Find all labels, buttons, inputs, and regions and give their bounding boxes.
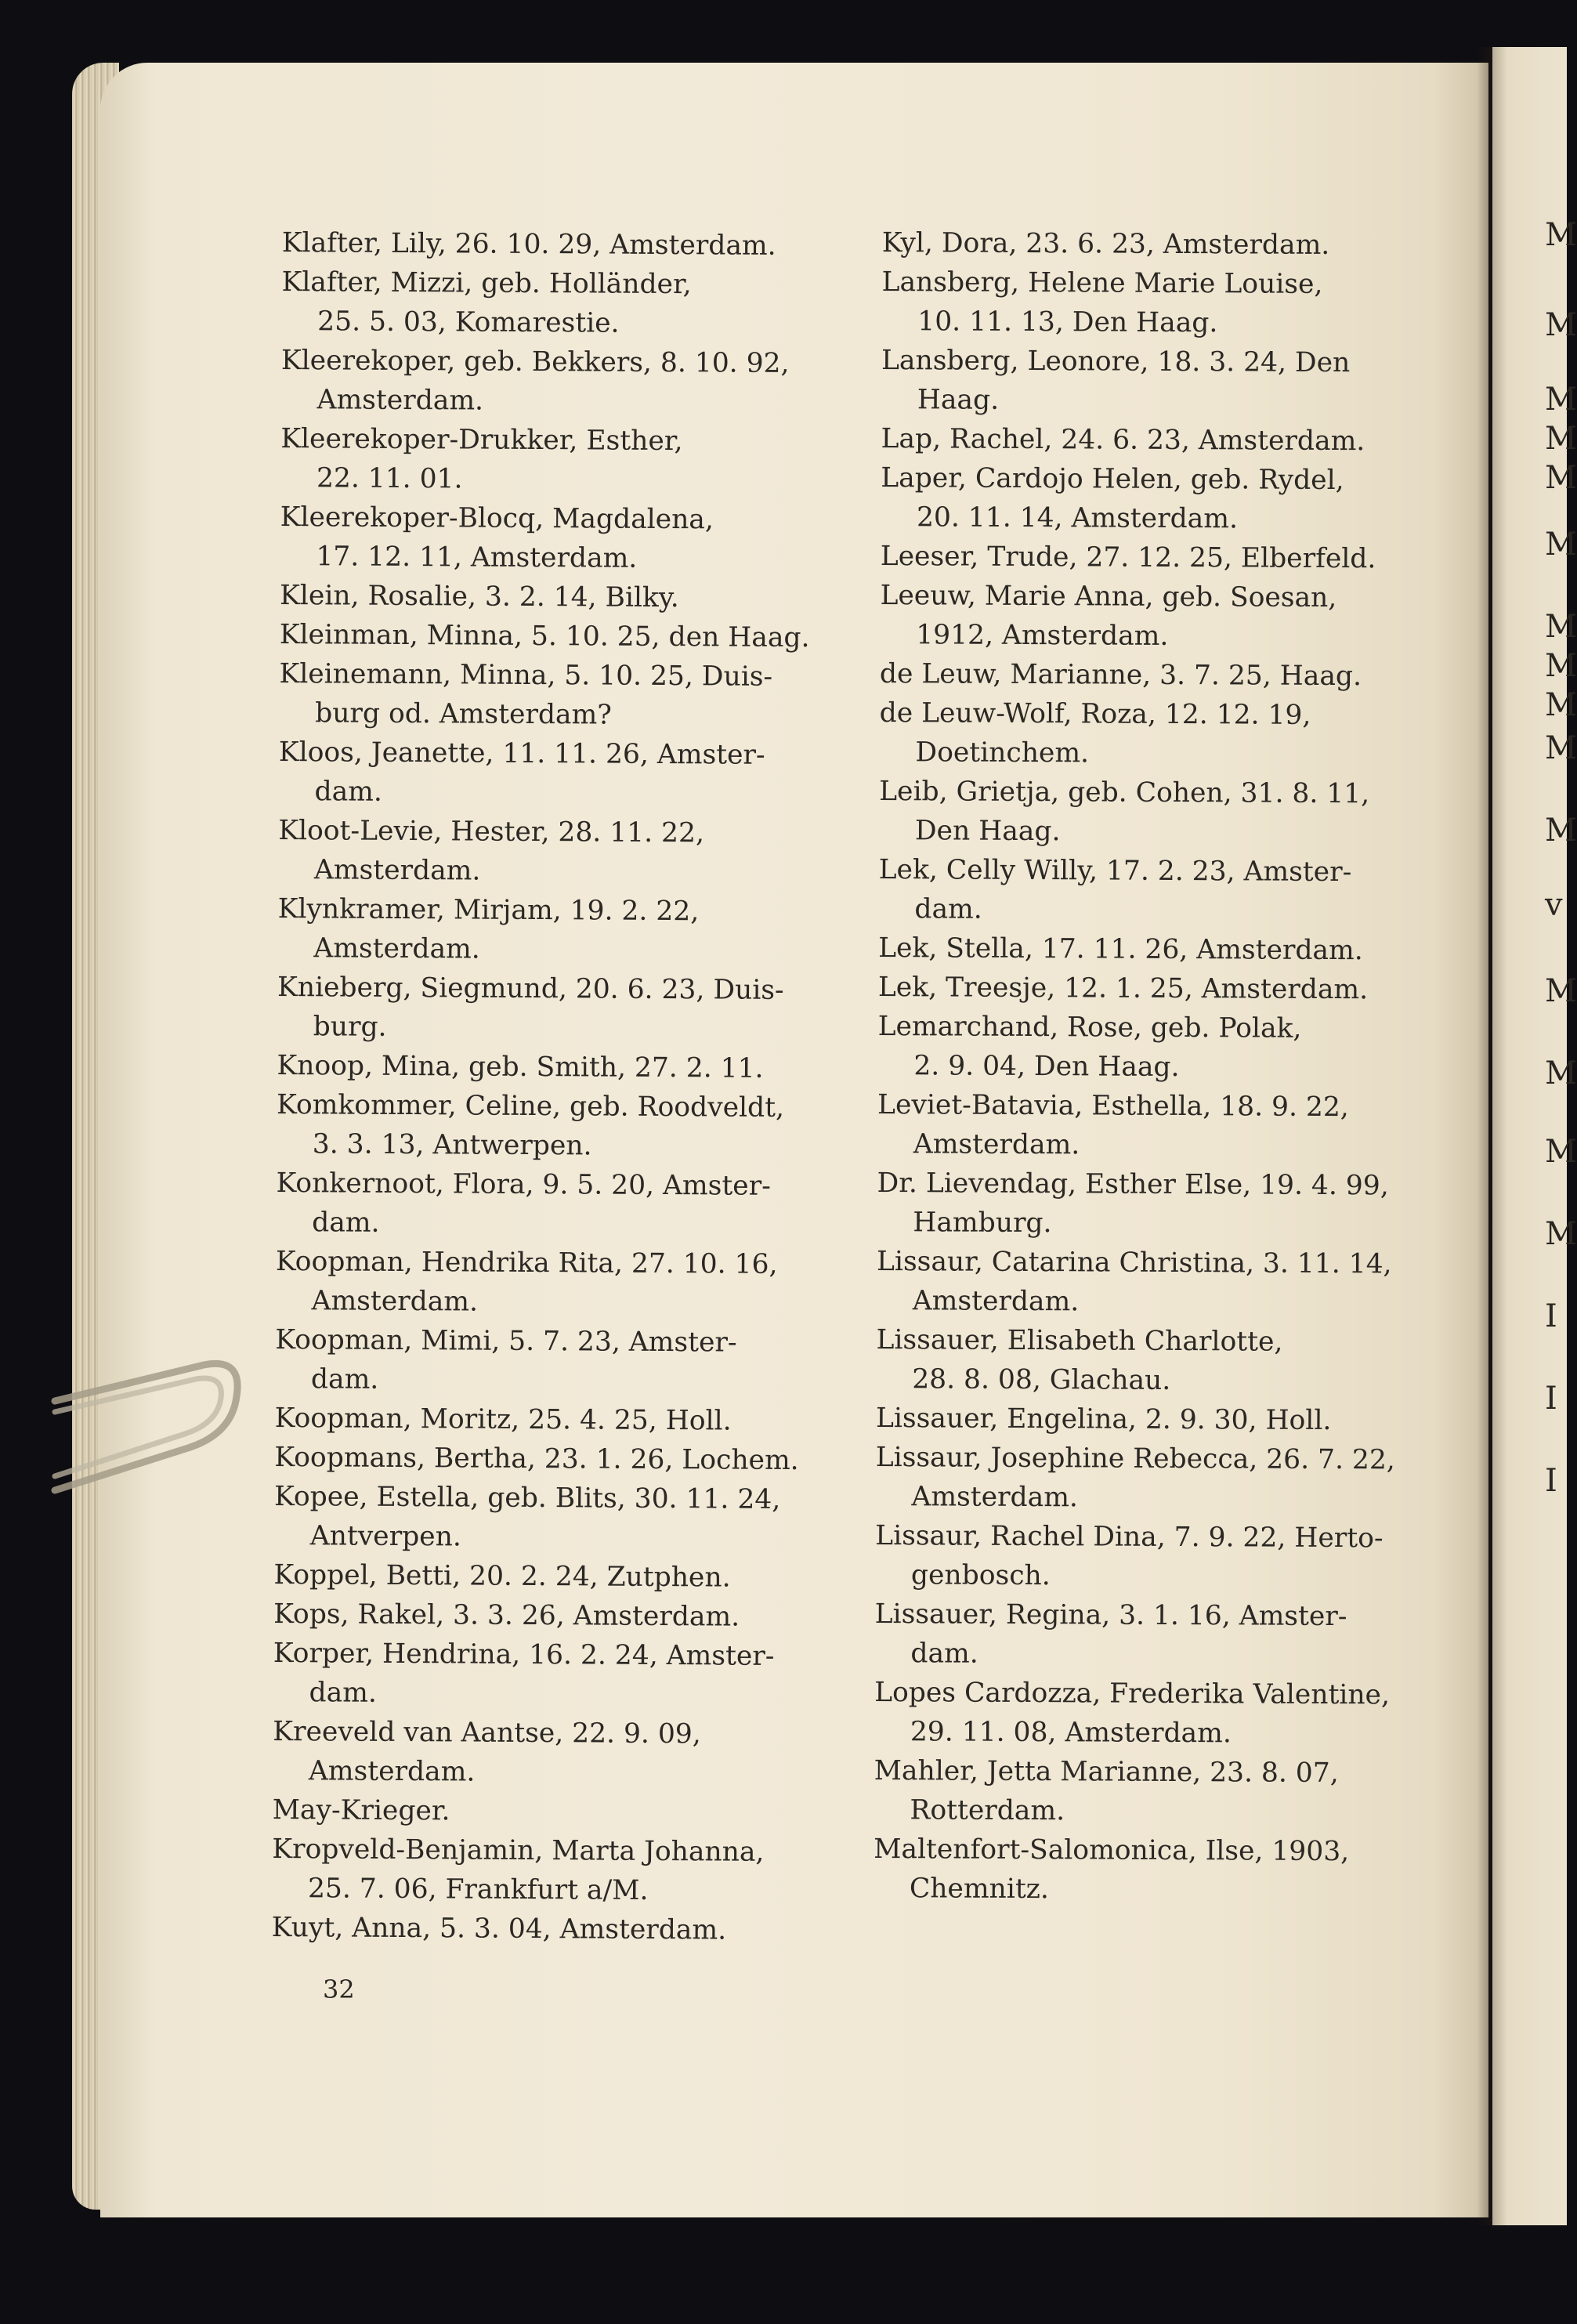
entry-line: Koppel, Betti, 20. 2. 24, Zutphen. (273, 1558, 731, 1594)
entry-continuation-line: 2. 9. 04, Den Haag. (913, 1050, 1180, 1084)
name-entry (882, 223, 1478, 266)
entry-continuation-line: Amsterdam. (912, 1285, 1080, 1318)
entry-continuation-line: Amsterdam. (313, 932, 480, 965)
entry-line: Komkommer, Celine, geb. Roodveldt, (277, 1088, 785, 1124)
name-entry (877, 1085, 1474, 1167)
entry-line: Kloot-Levie, Hester, 28. 11. 22, (278, 814, 705, 849)
name-entry (273, 1555, 869, 1598)
entry-continuation-line: genbosch. (910, 1559, 1051, 1592)
next-page-letter: M (1545, 648, 1577, 684)
entry-continuation-line: Doetinchem. (915, 737, 1090, 769)
paperclip-icon (47, 1309, 251, 1497)
entry-continuation-line: burg. (313, 1011, 387, 1043)
name-entry (273, 1634, 869, 1716)
entry-continuation-line: Amsterdam. (313, 854, 481, 887)
entry-line: Lek, Celly Willy, 17. 2. 23, Amster- (878, 853, 1352, 889)
name-entry (281, 262, 877, 345)
entry-line: Konkernoot, Flora, 9. 5. 20, Amster- (276, 1167, 771, 1202)
next-page-letter: M (1545, 730, 1577, 766)
entry-line: Lap, Rachel, 24. 6. 23, Amsterdam. (881, 422, 1365, 458)
entry-line: Koopman, Hendrika Rita, 27. 10. 16, (275, 1245, 778, 1280)
entry-continuation-line: 10. 11. 13, Den Haag. (917, 306, 1218, 339)
name-entry (881, 262, 1478, 344)
name-entry (278, 811, 874, 893)
name-entry (277, 1085, 873, 1167)
entry-line: Lemarchand, Rose, geb. Polak, (877, 1010, 1302, 1044)
entry-line: Kleinman, Minna, 5. 10. 25, den Haag. (279, 618, 810, 654)
name-entry (275, 1242, 871, 1324)
name-entry (877, 1007, 1474, 1088)
entry-continuation-line: 25. 7. 06, Frankfurt a/M. (307, 1873, 649, 1906)
name-entry (275, 1320, 871, 1403)
name-entry (878, 929, 1474, 971)
entry-line: Lansberg, Helene Marie Louise, (881, 266, 1323, 300)
entry-line: Kropveld-Benjamin, Marta Johanna, (272, 1833, 765, 1868)
entry-line: Leeser, Trude, 27. 12. 25, Elberfeld. (880, 540, 1376, 575)
name-entry (881, 341, 1478, 422)
name-entry (881, 458, 1477, 540)
entry-line: Korper, Hendrina, 16. 2. 24, Amster- (273, 1637, 775, 1672)
entry-continuation-line: Rotterdam. (910, 1794, 1065, 1827)
next-page-letter: I (1545, 1463, 1557, 1499)
entry-line: Laper, Cardojo Helen, geb. Rydel, (881, 462, 1344, 497)
name-entry (278, 733, 874, 815)
entry-line: Dr. Lievendag, Esther Else, 19. 4. 99, (877, 1167, 1389, 1202)
next-page-letter: M (1545, 1134, 1577, 1170)
next-page-letter: M (1545, 687, 1577, 723)
entry-line: Lissaur, Catarina Christina, 3. 11. 14, (876, 1245, 1392, 1280)
name-entry (274, 1477, 870, 1559)
name-entry (272, 1908, 867, 1951)
entry-line: Koopman, Moritz, 25. 4. 25, Holl. (274, 1402, 732, 1437)
name-entry (878, 850, 1474, 932)
name-entry (277, 1046, 872, 1089)
entry-line: Knoop, Mina, geb. Smith, 27. 2. 11. (277, 1049, 764, 1084)
name-entry (280, 615, 875, 658)
next-page-letter: M (1545, 382, 1577, 418)
name-entry (273, 1712, 869, 1794)
name-entry (875, 1438, 1471, 1519)
entry-line: Lissauer, Engelina, 2. 9. 30, Holl. (875, 1402, 1332, 1437)
next-page-letter: I (1545, 1381, 1557, 1417)
name-entry (280, 419, 877, 501)
entry-line: May-Krieger. (272, 1794, 450, 1827)
name-entry (879, 693, 1475, 775)
name-entry (280, 576, 875, 619)
entry-continuation-line: Amsterdam. (911, 1481, 1079, 1514)
left-column (272, 223, 877, 1951)
entry-line: Mahler, Jetta Marianne, 23. 8. 07, (873, 1754, 1339, 1790)
entry-line: Kleerekoper-Blocq, Magdalena, (280, 501, 714, 536)
entry-line: Kuyt, Anna, 5. 3. 04, Amsterdam. (271, 1911, 727, 1946)
entry-continuation-line: 20. 11. 14, Amsterdam. (916, 501, 1239, 535)
name-entry (277, 968, 873, 1050)
next-page-letter: M (1545, 460, 1577, 496)
name-entry (274, 1438, 870, 1481)
entry-continuation-line: dam. (914, 893, 982, 925)
entry-line: Lissaur, Rachel Dina, 7. 9. 22, Herto- (875, 1519, 1383, 1555)
next-page-letter: M (1545, 421, 1577, 457)
entry-continuation-line: burg od. Amsterdam? (315, 697, 612, 731)
next-page-letter: M (1545, 973, 1577, 1009)
entry-line: Knieberg, Siegmund, 20. 6. 23, Duis- (277, 971, 784, 1006)
name-entry (877, 1242, 1473, 1323)
name-entry (279, 654, 875, 737)
entry-line: Kleinemann, Minna, 5. 10. 25, Duis- (279, 657, 773, 693)
page-number: 32 (323, 1975, 355, 2004)
entry-line: Lissaur, Josephine Rebecca, 26. 7. 22, (875, 1441, 1395, 1476)
name-entry (880, 576, 1476, 657)
entry-continuation-line: Hamburg. (913, 1207, 1052, 1240)
entry-line: Lek, Stella, 17. 11. 26, Amsterdam. (878, 932, 1363, 967)
name-entry (873, 1830, 1470, 1911)
next-page-letter: M (1545, 813, 1577, 849)
entry-continuation-line: 29. 11. 08, Amsterdam. (910, 1716, 1232, 1750)
name-entry (273, 1595, 869, 1638)
entry-line: Kops, Rakel, 3. 3. 26, Amsterdam. (273, 1598, 740, 1633)
name-entry (881, 537, 1476, 579)
name-entry (277, 889, 873, 972)
next-page-letter: M (1545, 307, 1577, 343)
next-page-letter: M (1545, 527, 1577, 563)
entry-continuation-line: Amsterdam. (913, 1128, 1080, 1161)
next-page-letter: v (1545, 887, 1563, 923)
next-page-letter: M (1545, 1216, 1577, 1252)
name-entry (879, 772, 1475, 853)
entry-line: Klein, Rosalie, 3. 2. 14, Bilky. (279, 579, 679, 614)
entry-line: Maltenfort-Salomonica, Ilse, 1903, (873, 1833, 1350, 1868)
entry-continuation-line: 28. 8. 08, Glachau. (912, 1363, 1171, 1396)
entry-continuation-line: Haag. (917, 384, 1000, 416)
name-entry (275, 1399, 870, 1442)
entry-line: Klafter, Lily, 26. 10. 29, Amsterdam. (281, 226, 776, 262)
entry-continuation-line: dam. (910, 1638, 978, 1670)
entry-continuation-line: Amsterdam. (311, 1285, 479, 1318)
name-entry (878, 968, 1474, 1010)
entry-continuation-line: dam. (309, 1677, 378, 1709)
entry-line: Klynkramer, Mirjam, 19. 2. 22, (277, 892, 700, 928)
entry-line: Leeuw, Marie Anna, geb. Soesan, (880, 579, 1337, 614)
next-page-letter: I (1545, 1298, 1557, 1334)
entry-continuation-line: dam. (310, 1363, 379, 1395)
name-entry (874, 1673, 1470, 1754)
entry-continuation-line: 3. 3. 13, Antwerpen. (312, 1128, 592, 1162)
entry-line: Lissauer, Elisabeth Charlotte, (876, 1323, 1283, 1358)
name-entry (875, 1516, 1471, 1598)
entry-line: Lansberg, Leonore, 18. 3. 24, Den (881, 344, 1351, 379)
name-entry (876, 1399, 1471, 1441)
right-column (873, 223, 1478, 1911)
entry-continuation-line: 17. 12. 11, Amsterdam. (316, 541, 638, 574)
name-entry (272, 1790, 867, 1833)
entry-continuation-line: dam. (312, 1207, 380, 1239)
entry-line: Kreeveld van Aantse, 22. 9. 09, (273, 1715, 701, 1750)
entry-continuation-line: Den Haag. (914, 815, 1061, 848)
name-entry (881, 419, 1476, 462)
entry-continuation-line: 25. 5. 03, Komarestie. (317, 306, 620, 339)
next-page-letter: M (1545, 1055, 1577, 1091)
entry-line: Kleerekoper-Drukker, Esther, (280, 422, 683, 458)
entry-continuation-line: Antverpen. (309, 1520, 461, 1553)
entry-continuation-line: 1912, Amsterdam. (916, 619, 1169, 652)
name-entry (282, 223, 877, 266)
entry-line: Leviet-Batavia, Esthella, 18. 9. 22, (877, 1088, 1349, 1124)
name-entry (280, 341, 877, 423)
name-entry (880, 654, 1475, 697)
entry-continuation-line: 22. 11. 01. (316, 462, 463, 495)
entry-line: de Leuw, Marianne, 3. 7. 25, Haag. (879, 657, 1362, 693)
entry-line: Kloos, Jeanette, 11. 11. 26, Amster- (278, 736, 765, 771)
name-entry (280, 498, 876, 580)
entry-line: Kopee, Estella, geb. Blits, 30. 11. 24, (273, 1480, 781, 1515)
entry-line: Klafter, Mizzi, geb. Holländer, (281, 266, 692, 301)
entry-line: Kleerekoper, geb. Bekkers, 8. 10. 92, (280, 344, 790, 379)
entry-continuation-line: Amsterdam. (308, 1755, 476, 1788)
name-entry (876, 1320, 1472, 1402)
entry-line: Koopmans, Bertha, 23. 1. 26, Lochem. (274, 1441, 799, 1477)
entry-continuation-line: Amsterdam. (316, 384, 484, 417)
name-entry (877, 1164, 1473, 1245)
next-page-letter: M (1545, 609, 1577, 645)
name-entry (276, 1164, 872, 1246)
entry-line: de Leuw-Wolf, Roza, 12. 12. 19, (879, 697, 1311, 731)
entry-line: Koopman, Mimi, 5. 7. 23, Amster- (275, 1323, 737, 1359)
entry-line: Lissauer, Regina, 3. 1. 16, Amster- (874, 1598, 1347, 1633)
entry-continuation-line: dam. (314, 776, 383, 808)
entry-continuation-line: Chemnitz. (909, 1873, 1049, 1906)
name-entry (272, 1830, 868, 1912)
entry-line: Kyl, Dora, 23. 6. 23, Amsterdam. (881, 226, 1330, 261)
entry-line: Lopes Cardozza, Frederika Valentine, (874, 1676, 1391, 1711)
name-entry (873, 1751, 1470, 1833)
entry-line: Lek, Treesje, 12. 1. 25, Amsterdam. (877, 971, 1369, 1006)
name-entry (874, 1595, 1470, 1676)
next-page-letter: M (1545, 217, 1577, 253)
entry-line: Leib, Grietja, geb. Cohen, 31. 8. 11, (879, 775, 1370, 810)
